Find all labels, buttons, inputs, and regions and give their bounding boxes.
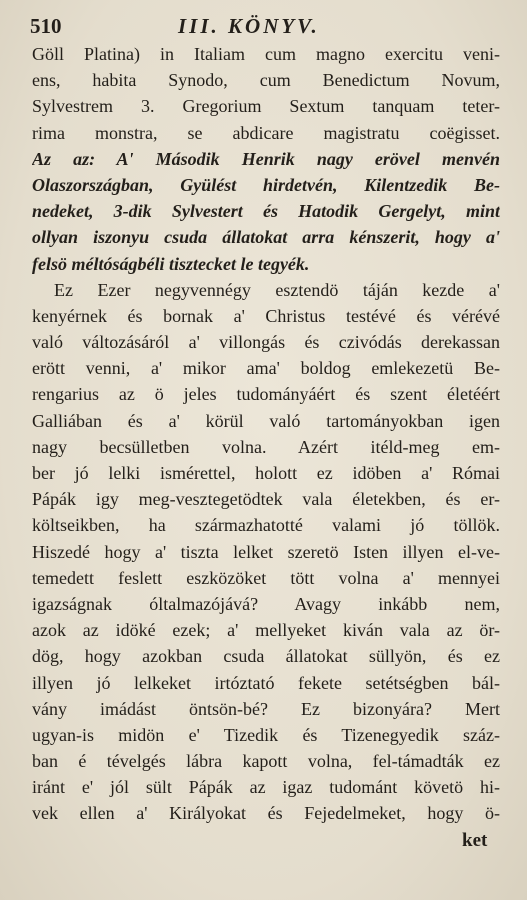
page-number: 510 (30, 14, 62, 38)
text-line: ban é tévelgés lábra kapott volna, fel-támadták ez (32, 751, 500, 772)
text-line: Göll Platina) in Italiam cum magno exercitu veni- (32, 44, 500, 64)
text-line: ens, habita Synodo, cum Benedictum Novum, (32, 70, 500, 91)
text-line: költseikben, ha származhatotté valami jó töllök. (32, 515, 500, 536)
text-line: temedett feslett eszközöket tött volna a' mennyei (32, 567, 500, 588)
text-line-italic: ollyan iszonyu csuda állatokat arra kénszerit, hogy a' (32, 227, 500, 248)
text-line-italic: Az az: A' Második Henrik nagy erövel menvén (32, 148, 500, 169)
text-line: illyen jó lelkeket irtóztató fekete setétségben bál- (32, 672, 500, 693)
text-line: ugyan-is midön e' Tizedik és Tizenegyedik száz- (32, 724, 500, 745)
text-line: kenyérnek és bornak a' Christus testévé és vérévé (32, 305, 500, 326)
text-line: azok az idöké ezek; a' mellyeket kiván vala az ör- (32, 620, 500, 641)
text-line: nagy becsülletben volna. Azért itéld-meg em- (32, 436, 500, 457)
text-line: vány imádást öntsön-bé? Ez bizonyára? Mert (32, 698, 500, 719)
text-line: vek ellen a' Királyokat és Fejedelmeket, hogy ö- (32, 803, 500, 824)
text-line: igazságnak óltalmazójává? Avagy inkább nem, (32, 593, 500, 614)
catchword: ket (462, 830, 488, 851)
text-line: Pápák igy meg-vesztegetödtek vala életekben, és er- (32, 489, 500, 510)
text-line-italic: Olaszországban, Gyülést hirdetvén, Kilentzedik Be- (32, 174, 500, 195)
text-line: ber jó lelki ismérettel, holott ez idöben a' Római (32, 463, 500, 483)
text-line: rima monstra, se abdicare magistratu coëgisset. (32, 122, 500, 143)
page-header (30, 8, 500, 42)
text-line: rengarius az ö jeles tudományáért és szent életéért (32, 384, 500, 405)
running-head: III. KÖNYV. (178, 14, 320, 38)
text-line-indent: Ez Ezer negyvennégy esztendö táján kezde a' (54, 279, 500, 300)
text-line: iránt e' jól sült Pápák az igaz tudománt követö hi- (32, 777, 500, 798)
text-line-italic: felsö méltóságbéli tisztecket le tegyék. (32, 253, 310, 274)
text-line: való változásáról a' villongás és czivódás derekassan (32, 332, 500, 353)
text-line: Galliában és a' körül való tartományokban igen (32, 410, 500, 431)
text-line: Sylvestrem 3. Gregorium Sextum tanquam teter- (32, 96, 500, 117)
text-line-italic: nedeket, 3-dik Sylvestert és Hatodik Gergelyt, mint (32, 201, 500, 222)
text-line: erött venni, a' mikor ama' boldog emlekezetü Be- (32, 358, 500, 379)
body-text (32, 41, 500, 827)
text-line: Hiszedé hogy a' tiszta lelket szeretö Isten illyen el-ve- (32, 541, 500, 562)
text-line: dög, hogy azokban csuda állatokat süllyön, és ez (32, 646, 500, 667)
